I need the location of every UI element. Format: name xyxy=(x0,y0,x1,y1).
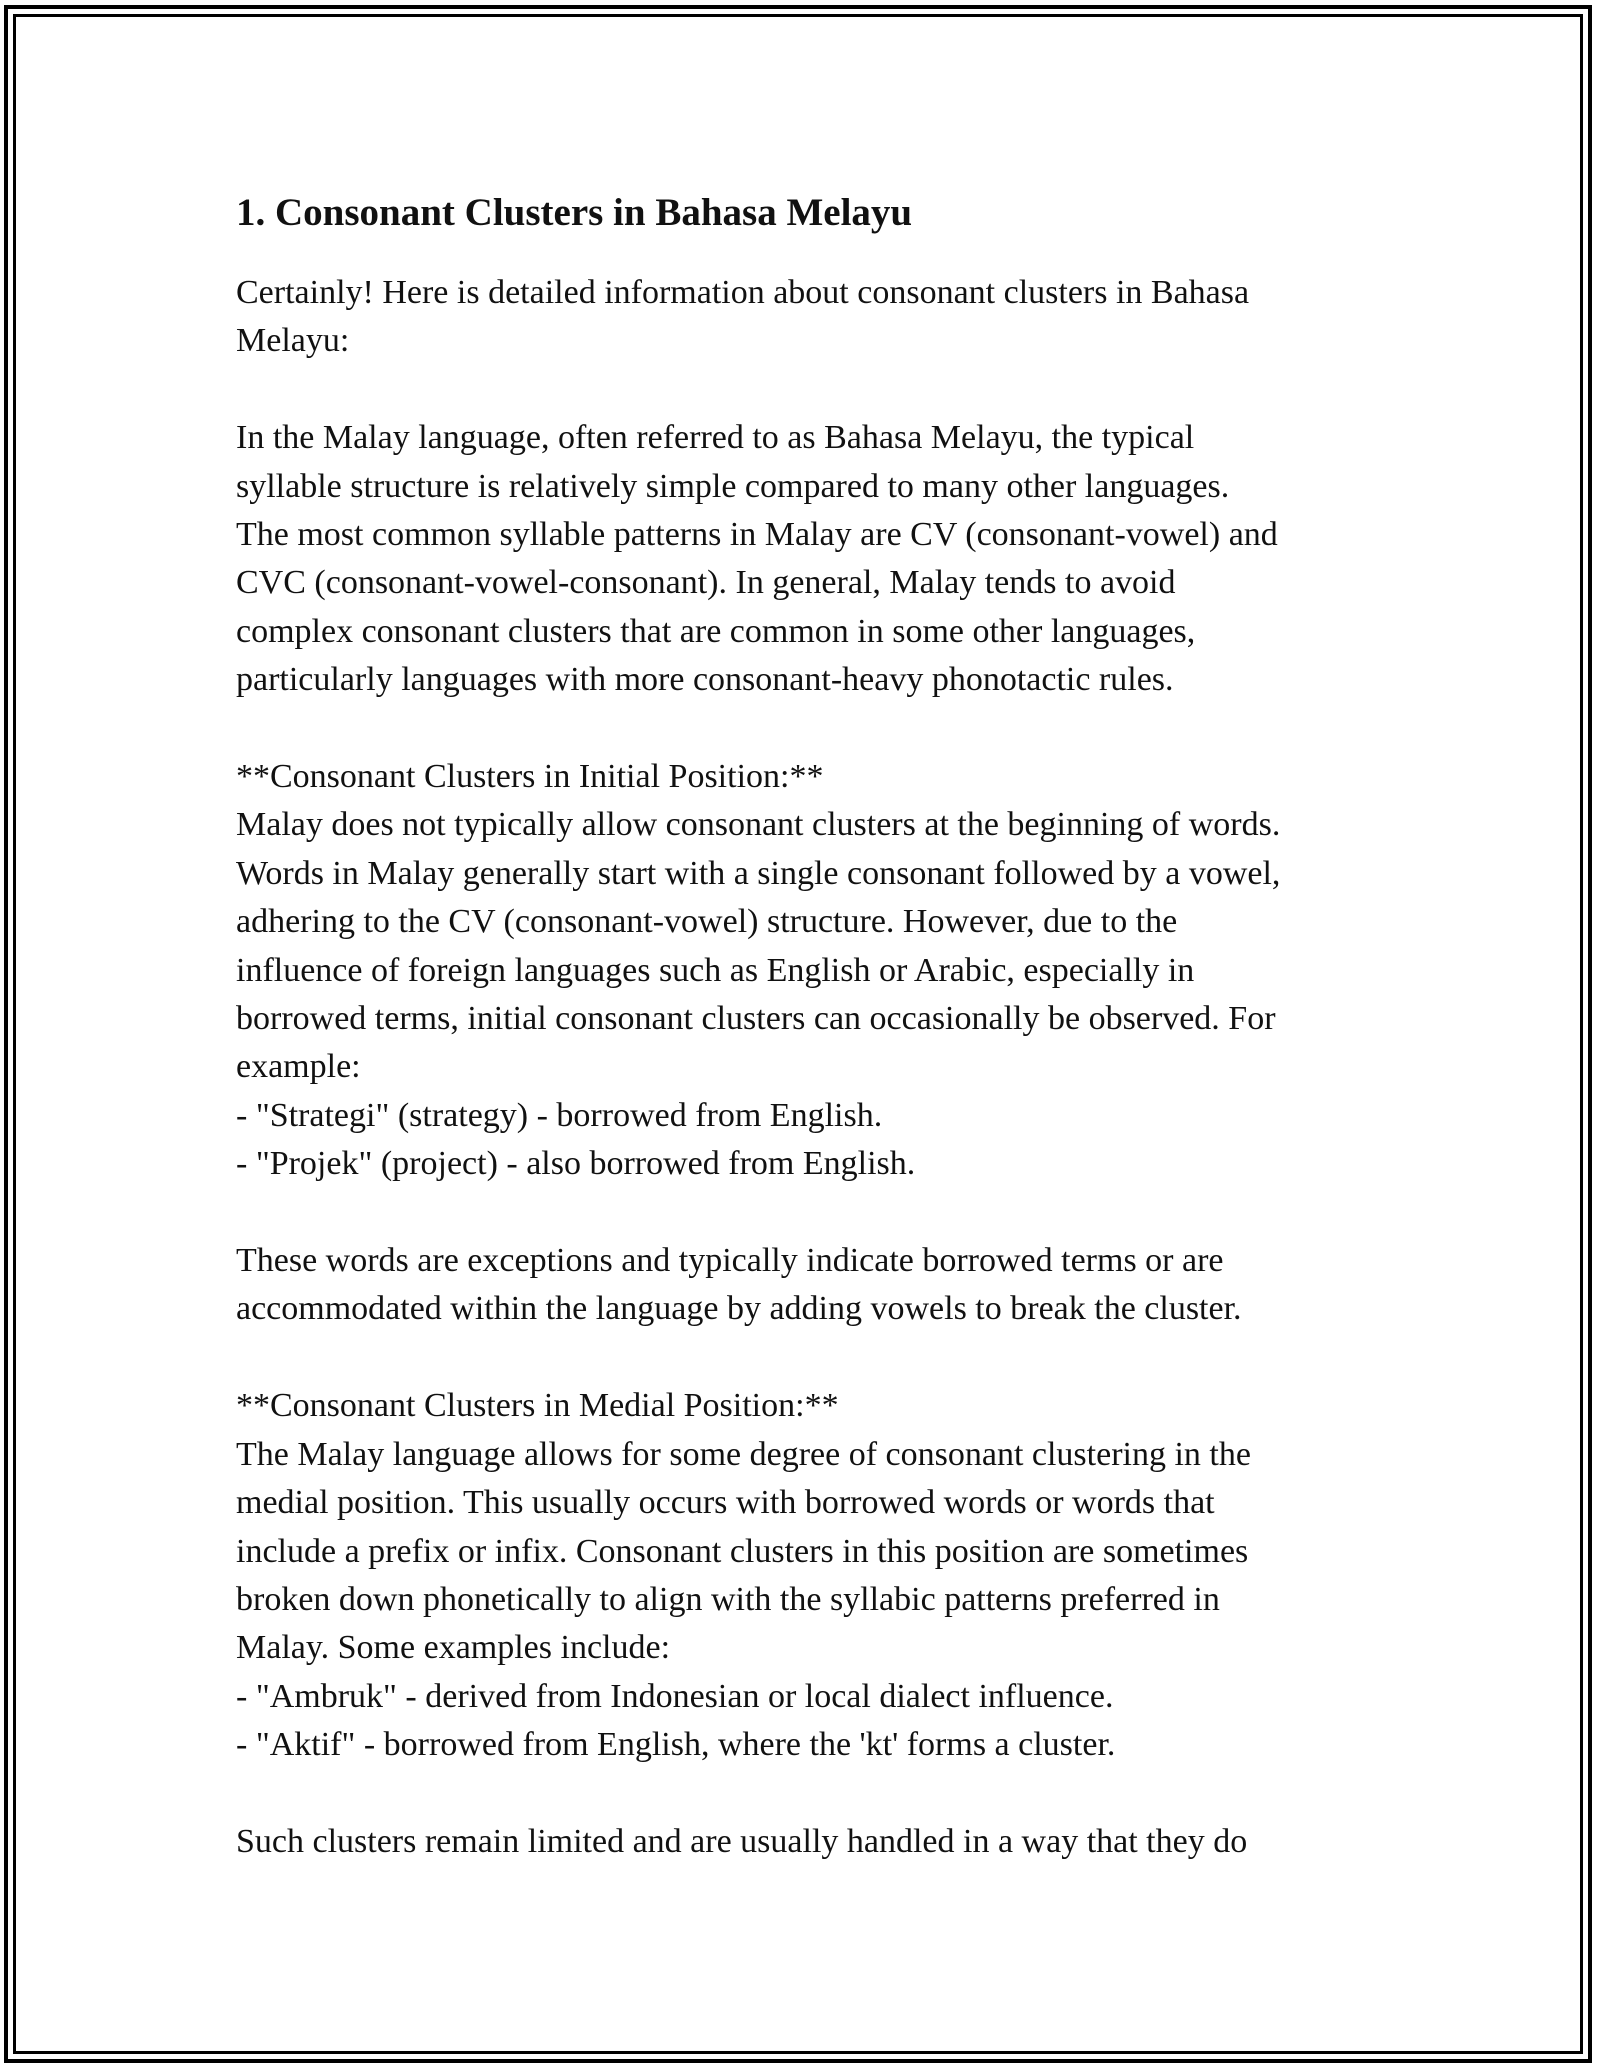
paragraph-spacer xyxy=(236,1770,1376,1818)
paragraph-spacer xyxy=(236,705,1376,753)
document-title: 1. Consonant Clusters in Bahasa Melayu xyxy=(236,191,913,234)
paragraph-spacer xyxy=(236,1334,1376,1382)
paragraph-spacer xyxy=(236,366,1376,414)
closing-paragraph: Such clusters remain limited and are usually handled in a way that they do xyxy=(236,1822,1248,1860)
intro-paragraph: Certainly! Here is detailed information about consonant clusters in Bahasa Melayu: xyxy=(236,274,1250,360)
initial-position-section: **Consonant Clusters in Initial Position:** Malay does not typically allow consonant clusters at the beginning of words. Words in Malay generally start with a single consonant followed by a vowel, adhering to the CV (consonant-vowel) structure. However, due to the influence of foreign languages such as English or Arabic, especially in borrowed terms, initial consonant clusters can occasionally be observed. For example: - "Strategi" (strategy) - borrowed from English. - "Projek" (project) - also borrowed from English. xyxy=(236,758,1281,1183)
medial-position-section: **Consonant Clusters in Medial Position:** The Malay language allows for some degree of consonant clustering in the medial position. This usually occurs with borrowed words or words that include a prefix or infix. Consonant clusters in this position are sometimes broken down phonetically to align with the syllabic patterns preferred in Malay. Some examples include: - "Ambruk" - derived from Indonesian or local dialect influence. - "Aktif" - borrowed from English, where the 'kt' forms a cluster. xyxy=(236,1387,1251,1764)
initial-position-note: These words are exceptions and typically indicate borrowed terms or are accommodated within the language by adding vowels to break the cluster. xyxy=(236,1242,1242,1328)
overview-paragraph: In the Malay language, often referred to as Bahasa Melayu, the typical syllable structure is relatively simple compared to many other languages. The most common syllable patterns in Malay are CV (consonant-vowel) and CVC (consonant-vowel-consonant). In general, Malay tends to avoid complex consonant clusters that are common in some other languages, particularly languages with more consonant-heavy phonotactic rules. xyxy=(236,419,1278,699)
document-body xyxy=(236,185,1376,1866)
paragraph-spacer xyxy=(236,1189,1376,1237)
